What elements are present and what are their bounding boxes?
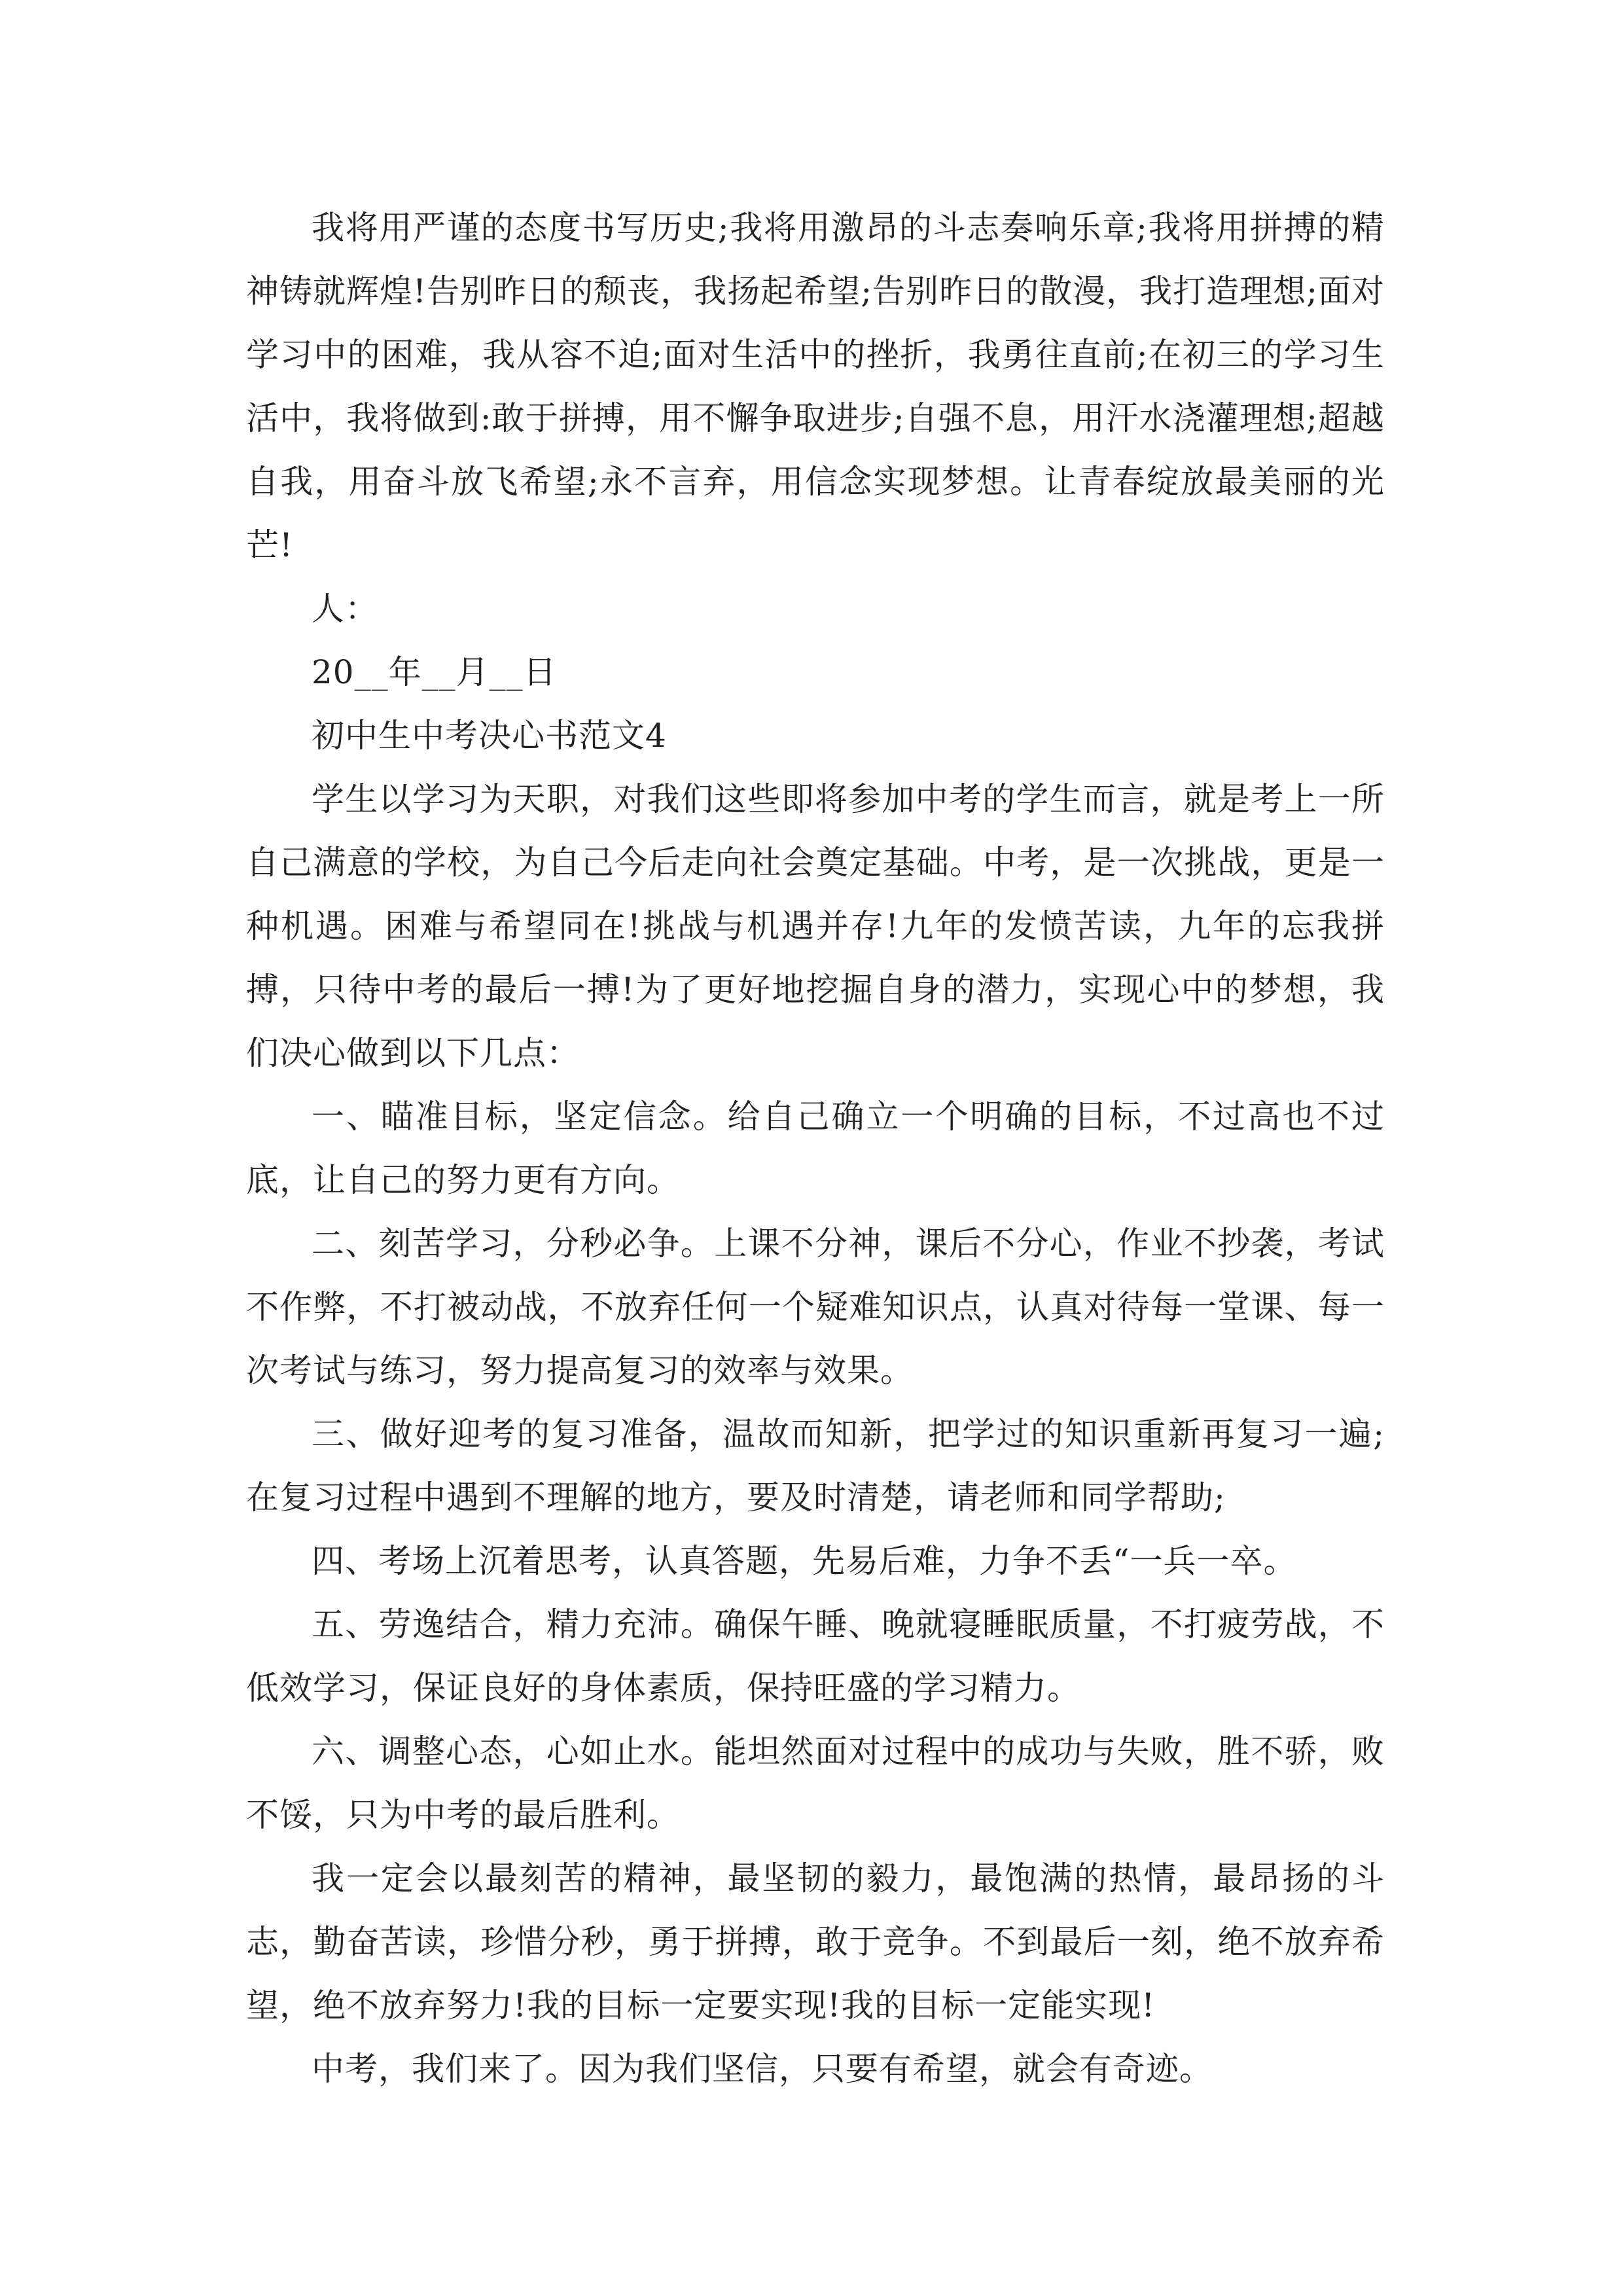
list-item-4: 四、考场上沉着思考，认真答题，先易后难，力争不丢“一兵一卒。	[312, 1542, 1297, 1580]
date-line: 20__年__月__日	[312, 653, 557, 691]
paragraph-resolution-closing: 我将用严谨的态度书写历史;我将用激昂的斗志奏响乐章;我将用拼搏的精神铸就辉煌!告别昨日的颓丧，我扬起希望;告别昨日的散漫，我打造理想;面对学习中的困难，我从容不迫;面对生活中的挫折，我勇往直前;在初三的学习生活中，我将做到:敢于拼搏，用不懈争取进步;自强不息，用汗水浇灌理想;超越自我，用奋斗放飞希望;永不言弃，用信念实现梦想。让青春绽放最美丽的光芒!	[246, 209, 1385, 564]
paragraph-intro: 学生以学习为天职，对我们这些即将参加中考的学生而言，就是考上一所自己满意的学校，为自己今后走向社会奠定基础。中考，是一次挑战，更是一种机遇。困难与希望同在!挑战与机遇并存!九年的发愤苦读，九年的忘我拼搏，只待中考的最后一搏!为了更好地挖掘自身的潜力，实现心中的梦想，我们决心做到以下几点：	[246, 780, 1385, 1072]
list-item-2: 二、刻苦学习，分秒必争。上课不分神，课后不分心，作业不抄袭，考试不作弊，不打被动战，不放弃任何一个疑难知识点，认真对待每一堂课、每一次考试与练习，努力提高复习的效率与效果。	[246, 1225, 1385, 1390]
list-item-6: 六、调整心态，心如止水。能坦然面对过程中的成功与失败，胜不骄，败不馁，只为中考的最后胜利。	[246, 1732, 1385, 1834]
document-body	[246, 196, 1385, 2101]
paragraph-pledge: 我一定会以最刻苦的精神，最坚韧的毅力，最饱满的热情，最昂扬的斗志，勤奋苦读，珍惜分秒，勇于拼搏，敢于竞争。不到最后一刻，绝不放弃希望，绝不放弃努力!我的目标一定要实现!我的目标一定能实现!	[246, 1859, 1385, 2024]
list-item-3: 三、做好迎考的复习准备，温故而知新，把学过的知识重新再复习一遍;在复习过程中遇到不理解的地方，要及时清楚，请老师和同学帮助;	[246, 1415, 1385, 1516]
list-item-5: 五、劳逸结合，精力充沛。确保午睡、晚就寝睡眠质量，不打疲劳战，不低效学习，保证良好的身体素质，保持旺盛的学习精力。	[246, 1605, 1385, 1707]
paragraph-closing: 中考，我们来了。因为我们坚信，只要有希望，就会有奇迹。	[312, 2050, 1213, 2088]
list-item-1: 一、瞄准目标，坚定信念。给自己确立一个明确的目标，不过高也不过底，让自己的努力更有方向。	[246, 1098, 1385, 1199]
section-title: 初中生中考决心书范文4	[312, 717, 667, 755]
signature-line: 人：	[312, 590, 378, 628]
